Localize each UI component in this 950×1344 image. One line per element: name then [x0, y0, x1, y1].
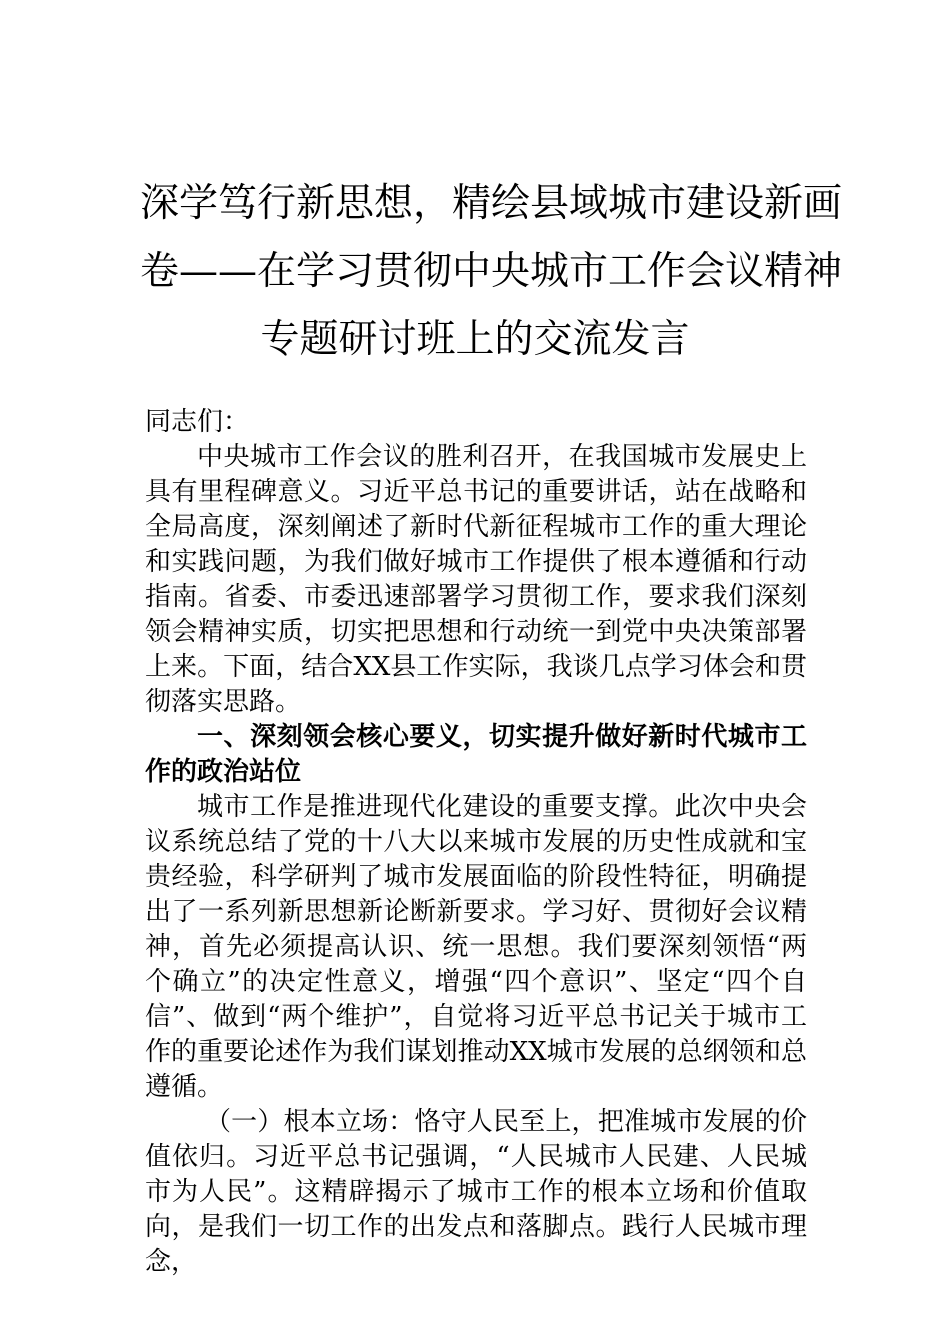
title-line: 深学笃行新思想，精绘县域城市建设新画 — [140, 181, 843, 226]
title-line: 卷——在学习贯彻中央城市工作会议精神 — [140, 249, 843, 294]
section-heading: 一、深刻领会核心要义，切实提升做好新时代城市工作的政治站位 — [145, 722, 807, 787]
salutation: 同志们： — [145, 407, 250, 437]
intro-paragraph: 中央城市工作会议的胜利召开，在我国城市发展史上具有里程碑意义。习近平总书记的重要讲话，站在战略和全局高度，深刻阐述了新时代新征程城市工作的重大理论和实践问题，为我们做好城市工作提供了根本遵循和行动指南。省委、市委迅速部署学习贯彻工作，要求我们深刻领会精神实质，切实把思想和行动统一到党中央决策部署上来。下面，结合XX县工作实际，我谈几点学习体会和贯彻落实思路。 — [145, 442, 807, 717]
body-paragraph: 城市工作是推进现代化建设的重要支撑。此次中央会议系统总结了党的十八大以来城市发展的历史性成就和宝贵经验，科学研判了城市发展面临的阶段性特征，明确提出了一系列新思想新论断新要求。学习好、贯彻好会议精神，首先必须提高认识、统一思想。我们要深刻领悟“两个确立”的决定性意义，增强“四个意识”、坚定“四个自信”、做到“两个维护”，自觉将习近平总书记关于城市工作的重要论述作为我们谋划推动XX城市发展的总纲领和总遵循。 — [145, 792, 807, 1102]
subsection-paragraph: （一）根本立场：恪守人民至上，把准城市发展的价值依归。习近平总书记强调，“人民城市人民建、人民城市为人民”。这精辟揭示了城市工作的根本立场和价值取向，是我们一切工作的出发点和落脚点。践行人民城市理念， — [145, 1107, 807, 1277]
title-line: 专题研讨班上的交流发言 — [260, 317, 690, 362]
document-title — [140, 170, 843, 374]
document-body — [145, 405, 807, 1280]
